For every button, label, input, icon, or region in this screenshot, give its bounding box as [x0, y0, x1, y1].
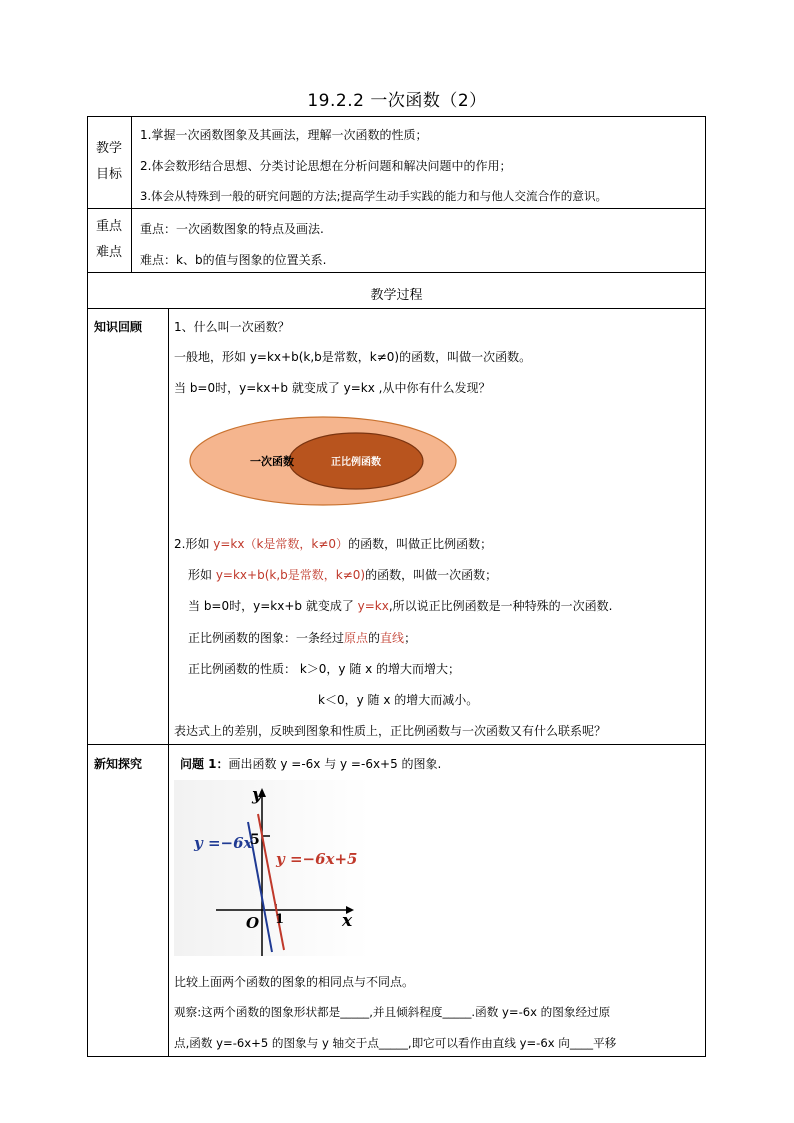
row-divider: [87, 208, 706, 209]
function-graph: [172, 778, 372, 958]
venn-outer-label: 一次函数: [250, 455, 294, 468]
objective-item: 3.体会从特殊到一般的研究问题的方法;提高学生动手实践的能力和与他人交流合作的意识。: [140, 189, 608, 203]
objectives-label: 教学 目标: [95, 141, 122, 182]
review-q1: 1、什么叫一次函数？: [174, 320, 290, 334]
review-line-property-2: k＜0，y 随 x 的增大而减小。: [318, 693, 479, 707]
review-line-graph: 正比例函数的图象：一条经过原点的直线；: [188, 631, 417, 645]
line1-label: y =−6x: [194, 834, 253, 852]
review-line-linear: 形如 y=kx+b(k,b是常数，k≠0)的函数，叫做一次函数；: [188, 568, 498, 582]
review-line-property-1: 正比例函数的性质： k＞0，y 随 x 的增大而增大；: [188, 662, 461, 676]
observation-line-2: 点,函数 y=-6x+5 的图象与 y 轴交于点_____,即它可以看作由直线 y=-6x 向____平移: [174, 1036, 617, 1050]
review-line-proportional: 2.形如 y=kx（k是常数，k≠0）的函数，叫做正比例函数；: [174, 537, 493, 551]
explore-label: 新知探究: [94, 757, 143, 771]
y-axis-label: y: [252, 785, 262, 805]
graph-background: [174, 780, 370, 956]
x-tick-label: 1: [275, 912, 285, 927]
row-divider: [87, 272, 706, 273]
keypoints-label: 重点 难点: [95, 219, 122, 260]
line2-label: y =−6x+5: [276, 850, 358, 868]
origin-label: O: [246, 914, 260, 932]
problem-1: 问题 1：画出函数 y =-6x 与 y =-6x+5 的图象.: [180, 757, 442, 771]
page-title: 19.2.2 一次函数（2）: [307, 91, 487, 111]
row-divider: [87, 308, 706, 309]
row-divider: [87, 744, 706, 745]
observation-line-1: 观察:这两个函数的图象形状都是_____,并且倾斜程度_____.函数 y=-6x 的图象经过原: [174, 1005, 611, 1019]
column-divider: [131, 116, 132, 272]
objective-item: 1.掌握一次函数图象及其画法，理解一次函数的性质；: [140, 128, 428, 142]
process-header: 教学过程: [370, 288, 423, 303]
objective-item: 2.体会数形结合思想、分类讨论思想在分析问题和解决问题中的作用；: [140, 159, 512, 173]
difficulty-text: 难点：k、b的值与图象的位置关系.: [140, 253, 327, 267]
y-tick-label: 5: [250, 832, 260, 848]
review-line-question: 表达式上的差别，反映到图象和性质上，正比例函数与一次函数又有什么联系呢？: [174, 724, 607, 738]
focus-text: 重点：一次函数图象的特点及画法.: [140, 222, 324, 236]
review-q2: 当 b=0时，y=kx+b 就变成了 y=kx ,从中你有什么发现？: [174, 381, 491, 395]
column-divider: [168, 308, 169, 1057]
x-axis-label: x: [342, 911, 353, 931]
venn-inner-label: 正比例函数: [331, 457, 381, 468]
compare-text: 比较上面两个函数的图象的相同点与不同点。: [174, 975, 415, 989]
review-label: 知识回顾: [94, 320, 143, 334]
review-definition: 一般地，形如 y=kx+b(k,b是常数，k≠0)的函数，叫做一次函数。: [174, 350, 532, 364]
review-line-special: 当 b=0时，y=kx+b 就变成了 y=kx,所以说正比例函数是一种特殊的一次函数.: [188, 599, 613, 613]
venn-diagram: [188, 415, 460, 507]
